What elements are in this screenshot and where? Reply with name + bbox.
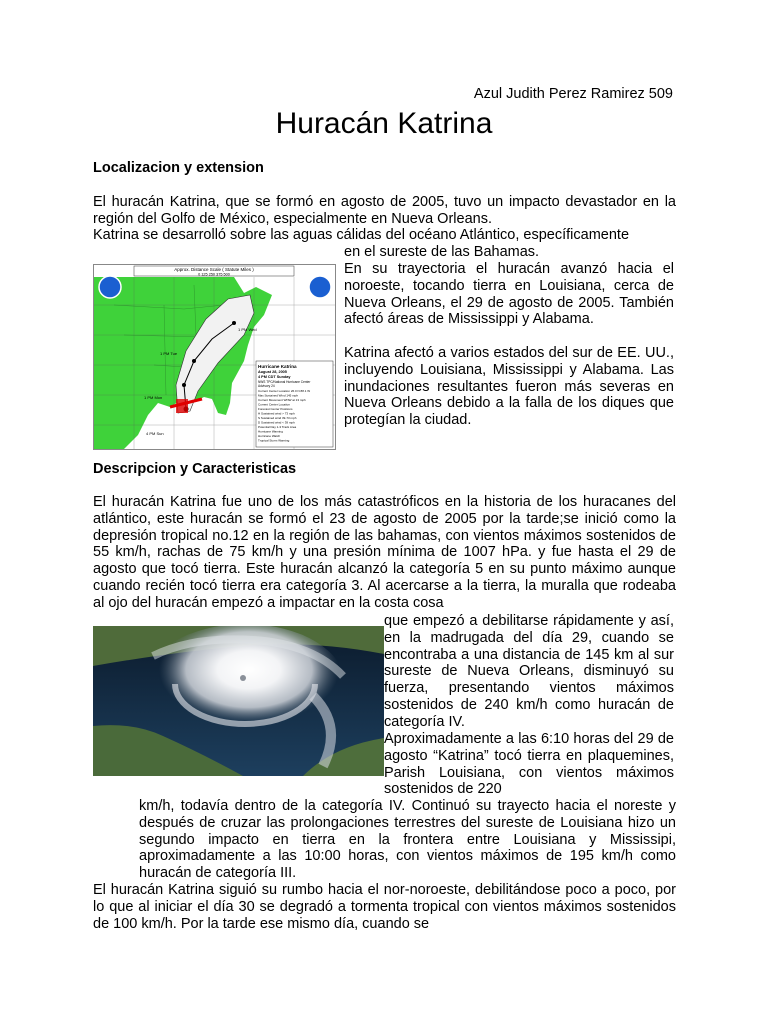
legend-line: Current Movement WNW at 13 mph <box>258 398 306 402</box>
legend-time: 4 PM CDT Sunday <box>258 375 291 379</box>
satellite-graphic <box>93 626 384 776</box>
paragraph-desarrollo-line1: Katrina se desarrolló sobre las aguas cálidas del océano Atlántico, específicamente <box>93 227 630 243</box>
legend-source: NWS TPC/National Hurricane Center <box>258 380 311 384</box>
paragraph-historia: El huracán Katrina fue uno de los más catastróficos en la historia de los huracanes del atlántico, este huracán se formó el 23 de agosto de 2005 por la tarde;se inició como la depresión tropical no.12 en la región de las bahamas, con vientos máximos sostenidos de 55 km/h, rachas de 75 km/h y una presión mínima de 1007 hPa. y fue hasta el 29 de agosto que tocó tierra. Este huracán alcanzó la categoría 5 en su punto máximo aunque cuando recién tocó tierra era categoría 3. Al acercarse a la tierra, la muralla que rodeaba al ojo del huracán empezó a impactar en la costa cosa <box>93 494 676 611</box>
legend-title: Hurricane Katrina <box>258 364 297 369</box>
noaa-logo-right <box>309 276 331 298</box>
author-line: Azul Judith Perez Ramirez 509 <box>473 86 673 102</box>
legend-line: Tropical Storm Warning <box>258 438 290 443</box>
legend-line: D Sustained wind < 39 mph <box>258 420 295 425</box>
legend-line: H Sustained wind > 73 mph <box>258 411 295 416</box>
paragraph-estados: Katrina afectó a varios estados del sur de EE. UU., incluyendo Louisiana, Mississippi y Alabama. Las inundaciones resultantes fueron más severas en Nueva Orleans debido a la falla de los diques que protegían la ciudad. <box>344 345 674 429</box>
noaa-logo-left <box>99 276 121 298</box>
document-title: Huracán Katrina <box>275 107 493 140</box>
paragraph-trayectoria: En su trayectoria el huracán avanzó hacia el noroeste, tocando tierra en Louisiana, cerca de Nueva Orleans, el 29 de agosto de 2005. También afectó áreas de Mississippi y Alabama. <box>344 261 674 328</box>
legend-line: Hurricane Watch <box>258 434 281 438</box>
hurricane-track-map <box>93 264 336 450</box>
paragraph-toco-tierra: Aproximadamente a las 6:10 horas del 29 de agosto “Katrina” tocó tierra en plaquemines, Parish Louisiana, con vientos máximos sostenidos de 220 <box>384 731 674 798</box>
legend-line: Hurricane Warning <box>258 429 283 434</box>
paragraph-trayecto-noreste: km/h, todavía dentro de la categoría IV. Continuó su trayecto hacia el noreste y después de cruzar las prolongaciones terrestres del sureste de Louisiana hizo un segundo impacto en tierra en la frontera entre Louisiana y Mississipi, aproximadamente a las 10:00 horas, con vientos máximos de 195 km/h como huracán de categoría III. <box>139 798 676 882</box>
legend-line: Forecast Center Positions <box>258 407 293 411</box>
label-pm-tue: 1 PM Tue <box>160 351 178 356</box>
legend-line: Current Center Location 26.0 N 88.1 W <box>258 389 311 393</box>
legend-date: August 28, 2005 <box>258 370 287 374</box>
map-scale-ticks: 0 125 250 375 500 <box>198 272 230 277</box>
legend-line: S Sustained wind 39-73 mph <box>258 416 297 420</box>
map-graphic <box>94 265 335 449</box>
paragraph-desarrollo-rest: en el sureste de las Bahamas. <box>344 244 540 260</box>
label-pm-wed: 1 PM Wed <box>238 327 257 332</box>
section-heading-descripcion: Descripcion y Caracteristicas <box>93 461 297 477</box>
paragraph-debilitamiento: que empezó a debilitarse rápidamente y así, en la madrugada del día 29, cuando se encontraba a una distancia de 145 km al sur sureste de Nueva Orleans, disminuyó su fuerza, presentando vientos máximos sostenidos de 240 km/h como huracán de categoría IV. <box>384 613 674 730</box>
legend-advisory: Advisory 24 <box>258 384 275 388</box>
map-header: Approx. Distance Scale ( Statute Miles ) <box>174 267 254 272</box>
legend-line: Current Center Location <box>258 402 291 407</box>
paragraph-degradacion: El huracán Katrina siguió su rumbo hacia el nor-noroeste, debilitándose poco a poco, por lo que al iniciar el día 30 se degradó a tormenta tropical con vientos máximos sostenidos de 100 km/h. Por la tarde ese mismo día, cuando se <box>93 882 676 932</box>
legend-line: Potential Day 1-3 Track Area <box>258 425 297 429</box>
label-pm-mon: 1 PM Mon <box>144 395 163 400</box>
satellite-image <box>93 626 384 776</box>
section-heading-localizacion: Localizacion y extension <box>93 160 264 176</box>
paragraph-intro: El huracán Katrina, que se formó en agosto de 2005, tuvo un impacto devastador en la región del Golfo de México, especialmente en Nueva Orleans. <box>93 194 676 227</box>
legend-line: Max Sustained Wind 145 mph <box>258 393 299 398</box>
hurricane-eye <box>240 675 246 681</box>
label-pm-sun: 4 PM Sun <box>146 431 164 436</box>
